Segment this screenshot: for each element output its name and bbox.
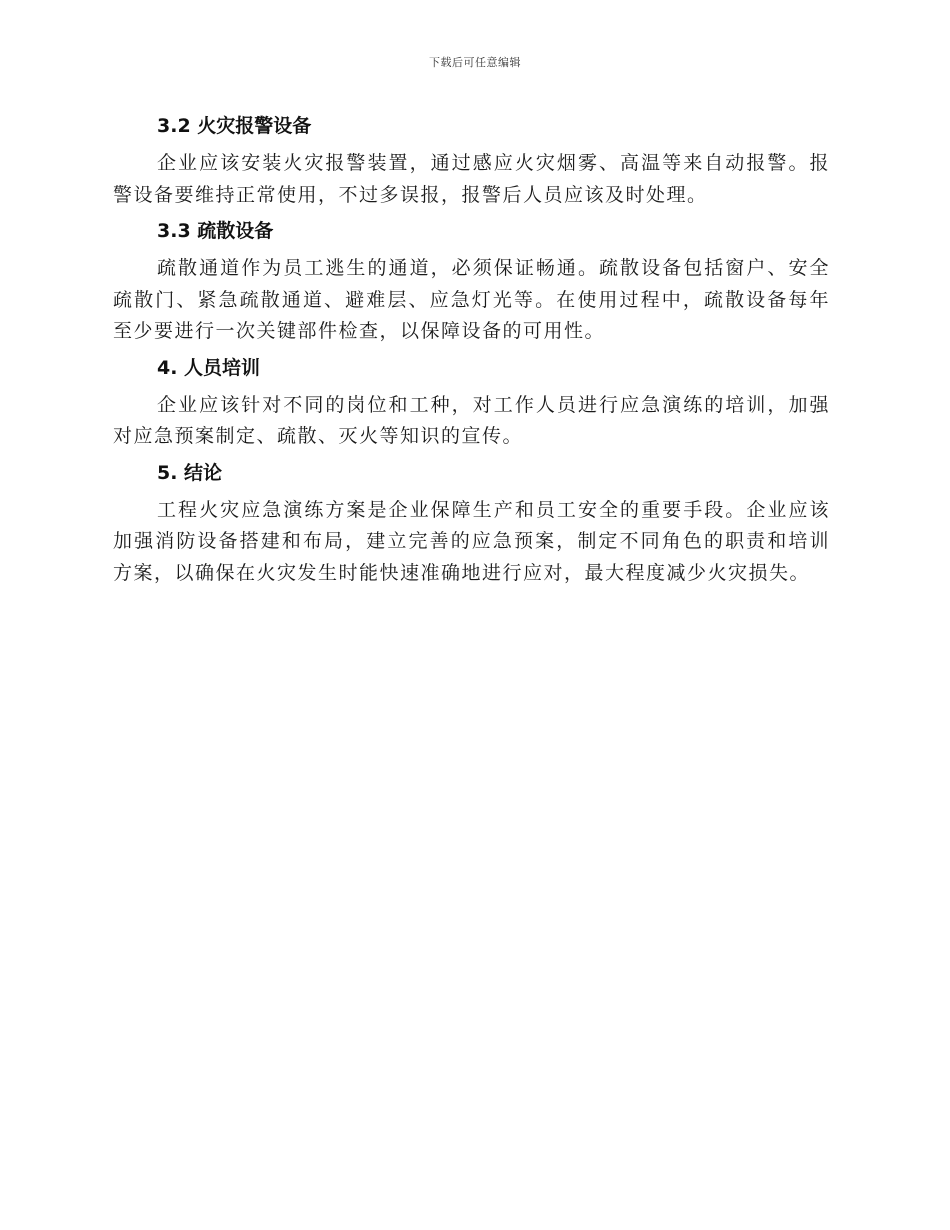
- section-heading: 3.3 疏散设备: [157, 220, 274, 242]
- section-heading: 3.2 火灾报警设备: [157, 115, 312, 137]
- section-training: [113, 354, 830, 453]
- section-paragraph: 企业应该安装火灾报警装置，通过感应火灾烟雾、高温等来自动报警。报警设备要维持正常使用，不过多误报，报警后人员应该及时处理。: [113, 152, 830, 206]
- section-evacuation: [113, 217, 830, 348]
- document-body: [113, 112, 830, 595]
- page-header: 下载后可任意编辑: [429, 56, 521, 69]
- section-paragraph: 疏散通道作为员工逃生的通道，必须保证畅通。疏散设备包括窗户、安全疏散门、紧急疏散通道、避难层、应急灯光等。在使用过程中，疏散设备每年至少要进行一次关键部件检查，以保障设备的可用性。: [113, 257, 830, 342]
- section-conclusion: [113, 459, 830, 590]
- section-heading: 4. 人员培训: [157, 356, 261, 379]
- section-paragraph: 企业应该针对不同的岗位和工种，对工作人员进行应急演练的培训，加强对应急预案制定、疏散、灭火等知识的宣传。: [113, 393, 830, 447]
- section-paragraph: 工程火灾应急演练方案是企业保障生产和员工安全的重要手段。企业应该加强消防设备搭建和布局，建立完善的应急预案，制定不同角色的职责和培训方案，以确保在火灾发生时能快速准确地进行应对，最大程度减少火灾损失。: [113, 498, 830, 584]
- section-fire-alarm: [113, 112, 830, 211]
- section-heading: 5. 结论: [157, 461, 223, 484]
